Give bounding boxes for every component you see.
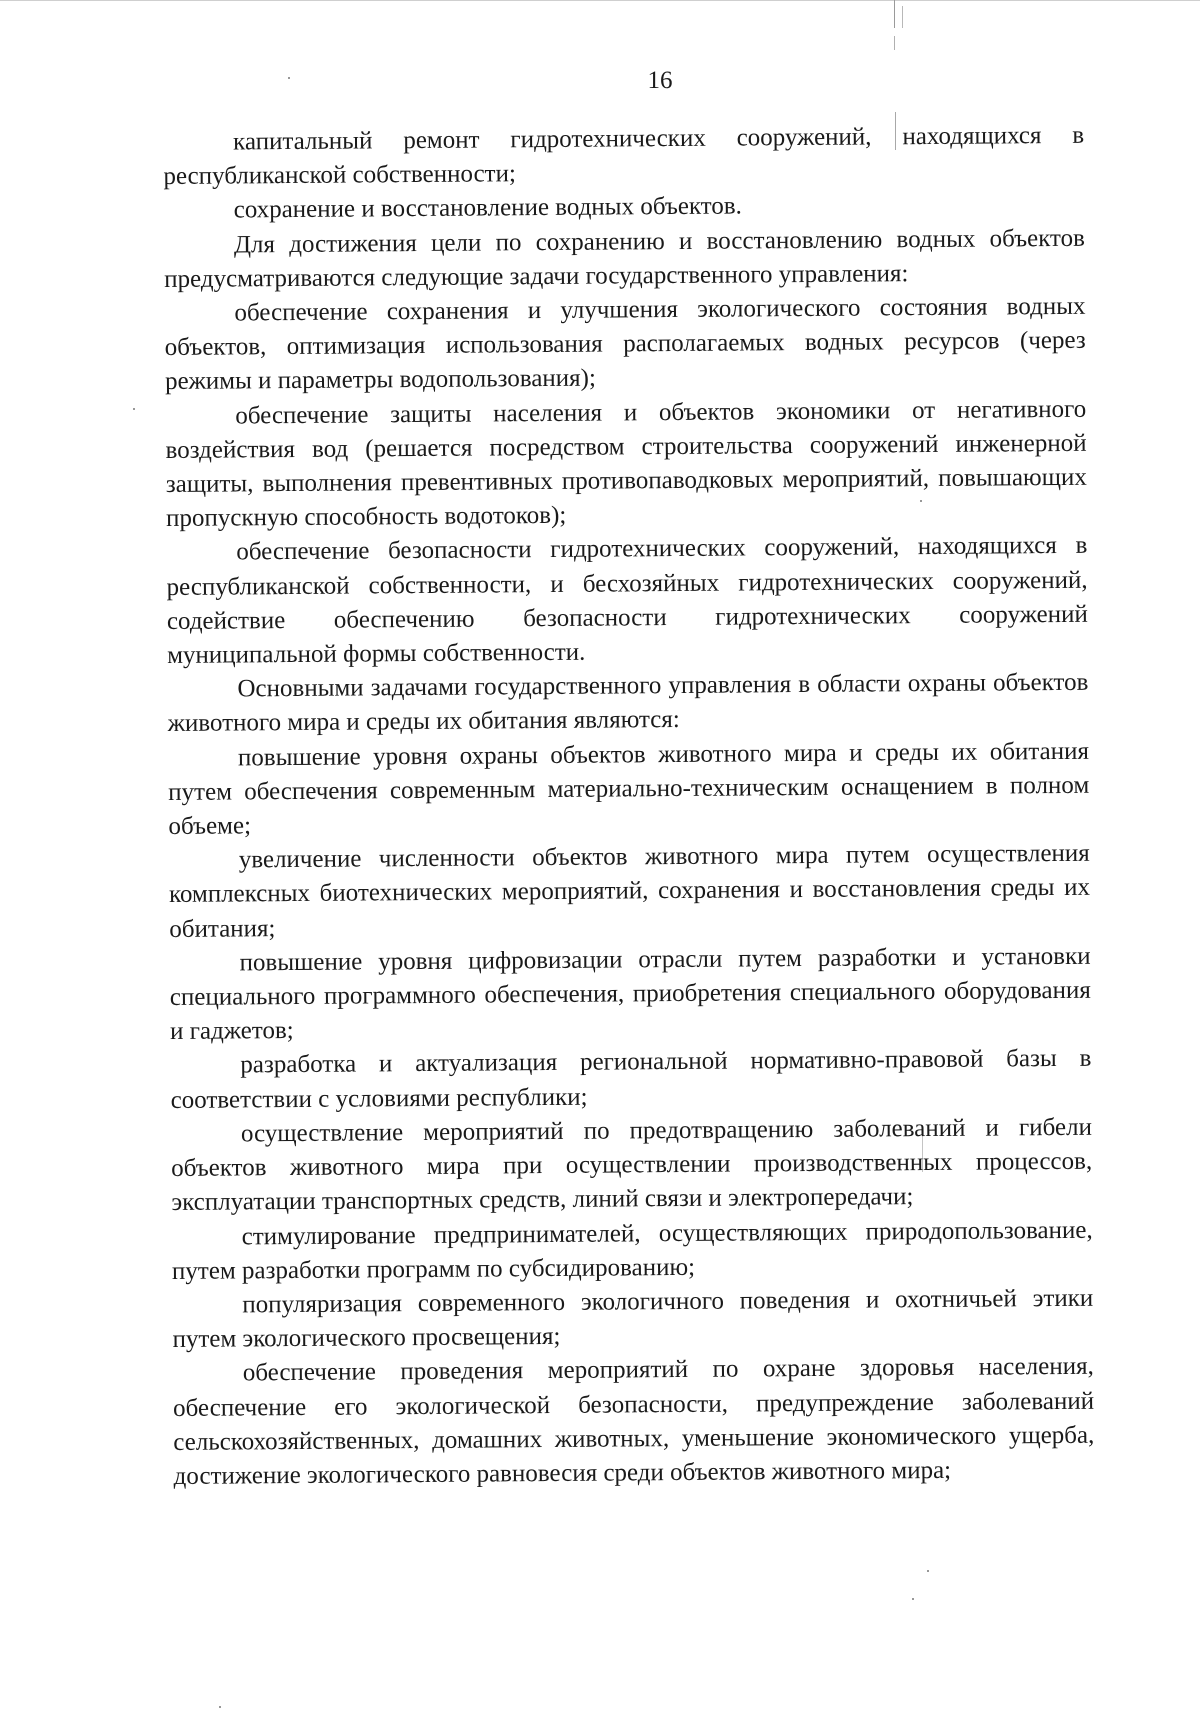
paragraph: популяризация современного экологичного поведения и охотничьей этики путем экологического просвещения;: [172, 1284, 1094, 1354]
scan-speck: [927, 1570, 929, 1572]
paragraph: повышение уровня цифровизации отрасли путем разработки и установки специального программного обеспечения, приобретения специального оборудования и гаджетов;: [169, 942, 1091, 1046]
scan-speck: [133, 408, 135, 410]
page-number: 16: [647, 67, 673, 94]
paragraph: обеспечение сохранения и улучшения экологического состояния водных объектов, оптимизация использования располагаемых водных ресурсов (через режимы и параметры водопользования);: [164, 292, 1086, 396]
paragraph: стимулирование предпринимателей, осуществляющих природопользование, путем разработки программ по субсидированию;: [171, 1216, 1093, 1285]
paragraph: повышение уровня охраны объектов животного мира и среды их обитания путем обеспечения современным материально-техническим оснащением в полном объеме;: [168, 737, 1090, 841]
scan-fold-line: [894, 36, 895, 50]
paragraph: Основными задачами государственного управления в области охраны объектов животного мира и среды их обитания являются:: [167, 668, 1089, 738]
paragraph: сохранение и восстановление водных объектов.: [233, 192, 742, 224]
scan-fold-line: [902, 6, 903, 28]
paragraph: увеличение численности объектов животного мира путем осуществления комплексных биотехнических мероприятий, сохранения и восстановления среды их обитания;: [168, 840, 1091, 943]
scan-speck: [219, 1706, 221, 1708]
paragraph: обеспечение проведения мероприятий по охране здоровья населения, обеспечение его экологической безопасности, предупреждение заболеваний сельскохозяйственных, домашних животных, уменьшение экономического ущерба, достижение экологического равновесия среди объектов животного мира;: [172, 1353, 1095, 1490]
body-text: [163, 119, 1095, 1494]
scan-edge-line: [0, 0, 1200, 1]
paragraph: осуществление мероприятий по предотвращению заболеваний и гибели объектов животного мира при осуществлении производственных процессов, эксплуатации транспортных средств, линий связи и электропередачи;: [171, 1113, 1093, 1217]
paragraph: капитальный ремонт гидротехнических сооружений, находящихся в республиканской собственности;: [163, 121, 1085, 191]
scan-speck: [912, 1598, 914, 1600]
scan-fold-line: [894, 0, 895, 28]
paragraph: обеспечение защиты населения и объектов экономики от негативного воздействия вод (решается посредством строительства сооружений инженерной защиты, выполнения превентивных противопаводковых мероприятий, повышающих пропускную способность водотоков);: [165, 395, 1087, 533]
paragraph: разработка и актуализация региональной нормативно-правовой базы в соответствии с условиями республики;: [170, 1045, 1092, 1114]
paragraph: обеспечение безопасности гидротехнических сооружений, находящихся в республиканской собственности, и бесхозяйных гидротехнических сооружений, содействие обеспечению безопасности гидротехнических сооружений муниципальной формы собственности.: [166, 532, 1088, 670]
paragraph: Для достижения цели по сохранению и восстановлению водных объектов предусматриваются следующие задачи государственного управления:: [164, 224, 1086, 293]
